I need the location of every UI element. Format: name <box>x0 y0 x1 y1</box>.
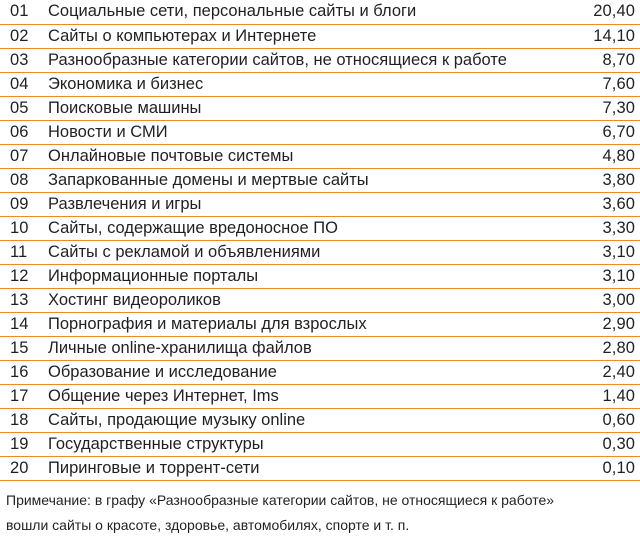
row-value: 8,70 <box>568 48 640 72</box>
table-row <box>0 312 640 336</box>
footnote-line-1: Примечание: в графу «Разнообразные категории сайтов, не относящиеся к работе» <box>6 492 555 509</box>
row-label: Сайты, продающие музыку online <box>44 408 568 432</box>
row-label: Образование и исследование <box>44 360 568 384</box>
row-index: 02 <box>0 24 44 48</box>
table-row <box>0 456 640 480</box>
table-row <box>0 168 640 192</box>
row-value: 3,10 <box>568 240 640 264</box>
table-row <box>0 72 640 96</box>
row-index: 20 <box>0 456 44 480</box>
row-index: 06 <box>0 120 44 144</box>
row-index: 04 <box>0 72 44 96</box>
row-index: 03 <box>0 48 44 72</box>
row-value: 3,60 <box>568 192 640 216</box>
row-index: 15 <box>0 336 44 360</box>
row-label: Поисковые машины <box>44 96 568 120</box>
row-value: 7,30 <box>568 96 640 120</box>
row-value: 0,60 <box>568 408 640 432</box>
row-label: Государственные структуры <box>44 432 568 456</box>
row-value: 20,40 <box>593 2 635 21</box>
table-row <box>0 120 640 144</box>
table-row <box>0 192 640 216</box>
row-value: 2,90 <box>568 312 640 336</box>
table-row <box>0 240 640 264</box>
row-index: 16 <box>0 360 44 384</box>
row-index: 13 <box>0 288 44 312</box>
table-row <box>0 96 640 120</box>
table-row <box>0 144 640 168</box>
row-index: 17 <box>0 384 44 408</box>
row-value: 2,40 <box>568 360 640 384</box>
footnote <box>0 481 640 538</box>
table-row <box>0 288 640 312</box>
row-label: Информационные порталы <box>44 264 568 288</box>
row-value: 3,10 <box>568 264 640 288</box>
row-index: 05 <box>0 96 44 120</box>
table-row <box>0 360 640 384</box>
row-index: 01 <box>10 2 29 21</box>
row-label: Сайты, содержащие вредоносное ПО <box>44 216 568 240</box>
row-label: Личные online-хранилища файлов <box>44 336 568 360</box>
row-label: Сайты с рекламой и объявлениями <box>44 240 568 264</box>
row-label: Запаркованные домены и мертвые сайты <box>44 168 568 192</box>
row-label: Социальные сети, персональные сайты и блоги <box>48 2 417 21</box>
row-value: 0,10 <box>568 456 640 480</box>
row-value: 14,10 <box>568 24 640 48</box>
row-index: 08 <box>0 168 44 192</box>
row-index: 07 <box>0 144 44 168</box>
row-label: Экономика и бизнес <box>44 72 568 96</box>
row-index: 10 <box>0 216 44 240</box>
table-row <box>0 48 640 72</box>
table-row <box>0 336 640 360</box>
row-value: 6,70 <box>568 120 640 144</box>
row-value: 0,30 <box>568 432 640 456</box>
table-row <box>0 216 640 240</box>
row-value: 3,80 <box>568 168 640 192</box>
table-row <box>0 384 640 408</box>
row-label: Хостинг видеороликов <box>44 288 568 312</box>
row-label: Онлайновые почтовые системы <box>44 144 568 168</box>
row-value: 7,60 <box>568 72 640 96</box>
row-value: 3,00 <box>568 288 640 312</box>
row-index: 18 <box>0 408 44 432</box>
row-value: 2,80 <box>568 336 640 360</box>
row-label: Развлечения и игры <box>44 192 568 216</box>
table-row <box>0 408 640 432</box>
row-index: 19 <box>0 432 44 456</box>
row-value: 1,40 <box>568 384 640 408</box>
table-row <box>0 264 640 288</box>
footnote-line-2: вошли сайты о красоте, здоровье, автомобилях, спорте и т. п. <box>6 517 410 534</box>
row-label: Сайты о компьютерах и Интернете <box>44 24 568 48</box>
row-index: 14 <box>0 312 44 336</box>
table-row <box>0 24 640 48</box>
row-label: Новости и СМИ <box>44 120 568 144</box>
row-index: 11 <box>0 240 44 264</box>
row-label: Разнообразные категории сайтов, не относящиеся к работе <box>44 48 568 72</box>
table-row <box>0 432 640 456</box>
table-row <box>0 0 640 24</box>
row-index: 12 <box>0 264 44 288</box>
row-label: Порнография и материалы для взрослых <box>44 312 568 336</box>
row-value: 3,30 <box>568 216 640 240</box>
row-value: 4,80 <box>568 144 640 168</box>
row-label: Пиринговые и торрент-сети <box>44 456 568 480</box>
row-index: 09 <box>0 192 44 216</box>
row-label: Общение через Интернет, Ims <box>44 384 568 408</box>
